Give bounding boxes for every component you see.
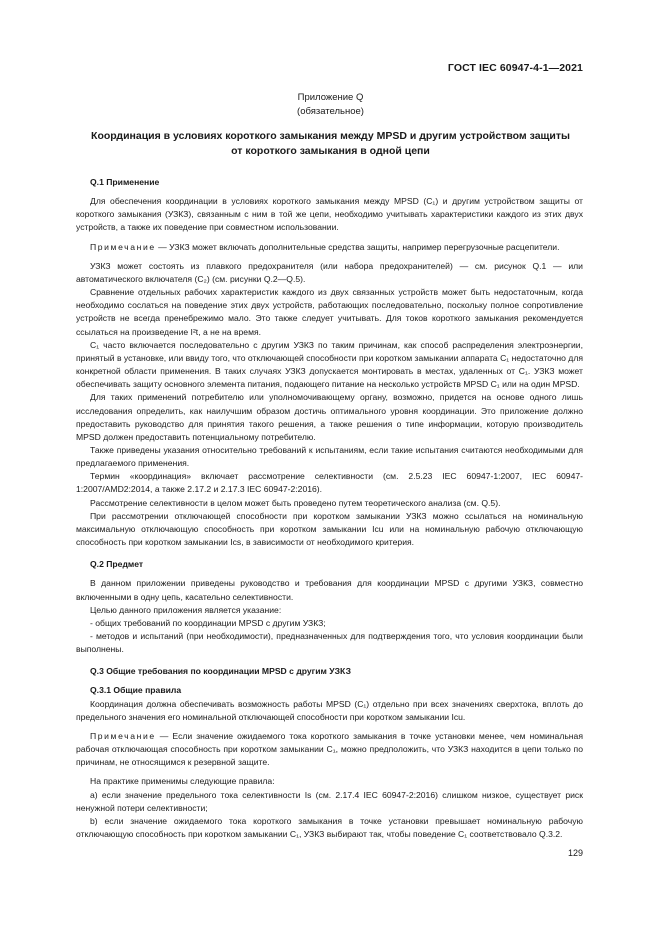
- paragraph: УЗКЗ может состоять из плавкого предохранителя (или набора предохранителей) — см. рисунок Q.1 — или автоматического включателя (C₂) (см. рисунки Q.2—Q.5).: [76, 260, 583, 284]
- document-title-line-1: Координация в условиях короткого замыкания между MPSD и другим устройством защиты: [91, 130, 570, 142]
- note-text: — УЗКЗ может включать дополнительные средства защиты, например перегрузочные расцепители.: [155, 241, 560, 252]
- paragraph: Для таких применений потребителю или уполномочивающему органу, возможно, придется на основе одного лишь исследования определить, как наилучшим образом достичь оптимального уровня координации. Это приложение должно предоставить руководство для принятия такого решения, а также решения о типе информации, которую производитель MPSD должен предоставить потенциальному потребителю.: [76, 392, 583, 442]
- page-number: 129: [567, 848, 583, 858]
- paragraph: Целью данного приложения является указание:: [90, 604, 282, 615]
- section-heading-q1: Q.1 Применение: [90, 177, 160, 187]
- note-text: — Если значение ожидаемого тока короткого замыкания в точке установки менее, чем номинальная рабочая отключающая способность при коротком замыкании C₁, можно предположить, что УЗКЗ находится в цепи только по причинам, не относящимся к резервной защите.: [76, 730, 583, 768]
- list-item: - общих требований по координации MPSD с другим УЗКЗ;: [90, 617, 326, 628]
- list-item: a) если значение предельного тока селективности Is (см. 2.17.4 IEC 60947-2:2016) слишком низкое, существует риск ненужной потери селективности;: [76, 789, 583, 813]
- list-item: b) если значение ожидаемого тока короткого замыкания в точке установки превышает номинальную рабочую отключающую способность при коротком замыкании C₁, УЗКЗ выбирают так, чтобы поведение C₁ соответствовало Q.3.2.: [76, 815, 583, 840]
- paragraph: В данном приложении приведены руководство и требования для координации MPSD с другими УЗКЗ, совместно включенными в одну цепь, касательно селективности.: [76, 578, 583, 602]
- list-item: - методов и испытаний (при необходимости), предназначенных для подтверждения того, что условия координации были выполнены.: [76, 631, 583, 655]
- section-heading-q3: Q.3 Общие требования по координации MPSD с другим УЗКЗ: [90, 666, 351, 677]
- paragraph: На практике применимы следующие правила:: [90, 776, 275, 787]
- note: [76, 241, 583, 254]
- paragraph: Термин «координация» включает рассмотрение селективности (см. 2.5.23 IEC 60947-1:2007, IEC 60947-1:2007/AMD2:2014, а также 2.17.2 и 2.17.3 IEC 60947-2:2016).: [76, 471, 583, 495]
- paragraph: Также приведены указания относительно требований к испытаниям, если такие испытания считаются необходимыми для предлагаемого применения.: [76, 444, 583, 469]
- standard-designation: ГОСТ IEC 60947-4-1—2021: [447, 62, 583, 74]
- note-label: Примечание: [90, 730, 156, 741]
- document-title-line-2: от короткого замыкания в одной цепи: [231, 145, 430, 157]
- note: [76, 730, 583, 769]
- paragraph: C₁ часто включается последовательно с другим УЗКЗ по таким причинам, как способ распределения электроэнергии, принятый в установке, или ввиду того, что отключающей способности при коротком замыкании аппарата C₁ недостаточно для конкретной области применения. В таких случаях УЗКЗ допускается монтировать в местах, удаленных от C₁. УЗКЗ может обеспечивать защиту основного элемента питания, подающего питание на несколько устройств MPSD C₁ или на один MPSD.: [76, 339, 583, 390]
- paragraph: Сравнение отдельных рабочих характеристик каждого из двух связанных устройств может быть недостаточным, когда необходимо сослаться на поведение этих двух устройств, работающих последовательно, поскольку полное сопротивление устройств не всегда пренебрежимо мало. Это также следует учитывать. Для токов короткого замыкания рекомендуется ссылаться на произведение I²t, а не на время.: [76, 287, 583, 337]
- paragraph: При рассмотрении отключающей способности при коротком замыкании УЗКЗ можно ссылаться на номинальную максимальную отключающую способность при коротком замыкании Icu или на номинальную рабочую отключающую способность при коротком замыкании Ics, в зависимости от необходимого критерия.: [76, 510, 583, 548]
- section-heading-q2: Q.2 Предмет: [90, 559, 144, 570]
- annex-status: (обязательное): [297, 106, 364, 117]
- document-title: [60, 129, 601, 159]
- paragraph: Координация должна обеспечивать возможность работы MPSD (C₁) отдельно при всех значениях сверхтока, вплоть до предельного значения его номинальной отключающей способности при коротком замыкании Icu.: [76, 698, 583, 722]
- paragraph: Рассмотрение селективности в целом может быть проведено путем теоретического анализа (см. Q.5).: [90, 497, 501, 508]
- note-label: Примечание: [90, 241, 156, 252]
- annex-title: Приложение Q: [297, 92, 364, 103]
- subsection-heading-q3-1: Q.3.1 Общие правила: [90, 685, 182, 696]
- paragraph: Для обеспечения координации в условиях короткого замыкания между MPSD (C₁) и другим устройством защиты от короткого замыкания (УЗКЗ), связанным с ним в той же цепи, необходимо учитывать характеристики каждого из этих двух устройств, а также их поведение при совместном использовании.: [76, 196, 583, 233]
- body-text: [76, 176, 583, 841]
